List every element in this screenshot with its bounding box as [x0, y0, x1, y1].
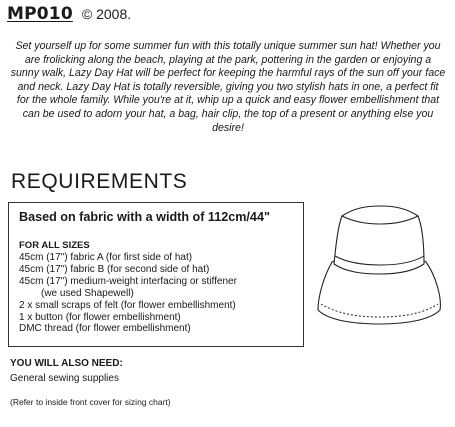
also-need-text: General sewing supplies	[10, 373, 119, 384]
list-item: 1 x button (for flower embellishment)	[19, 311, 181, 323]
sizes-label: FOR ALL SIZES	[19, 240, 90, 251]
pattern-code: MP010	[7, 4, 73, 24]
requirements-box	[8, 202, 304, 347]
requirements-list	[19, 252, 237, 335]
sizing-note: (Refer to inside front cover for sizing chart)	[10, 397, 171, 407]
list-item: (we used Shapewell)	[41, 287, 134, 299]
fabric-width-heading: Based on fabric with a width of 112cm/44"	[19, 210, 270, 224]
bucket-hat-icon	[310, 192, 450, 332]
list-item: 45cm (17") fabric A (for first side of hat)	[19, 252, 193, 263]
also-need-title: YOU WILL ALSO NEED:	[10, 358, 123, 369]
header	[7, 4, 131, 24]
list-item: 45cm (17") medium-weight interfacing or stiffener	[19, 275, 237, 287]
list-item: 45cm (17") fabric B (for second side of hat)	[19, 263, 210, 275]
intro-paragraph: Set yourself up for some summer fun with this totally unique summer sun hat! Whether you are frolicking along the beach, playing at the park, pottering in the garden or enjoying a sunny walk, Lazy Day Hat will be perfect for keeping the harmful rays of the sun off your face and neck. Lazy Day Hat is totally reversible, giving you two stylish hats in one, a perfect fit for the whole family. While you're at it, whip up a quick and easy flower embellishment that can be used to adorn your hat, a bag, hair clip, the top of a present or anything else you desire!	[10, 40, 446, 134]
requirements-title: REQUIREMENTS	[11, 170, 188, 193]
list-item: 2 x small scraps of felt (for flower embellishment)	[19, 299, 236, 311]
copyright: © 2008.	[81, 6, 132, 22]
list-item: DMC thread (for flower embellishment)	[19, 323, 191, 335]
